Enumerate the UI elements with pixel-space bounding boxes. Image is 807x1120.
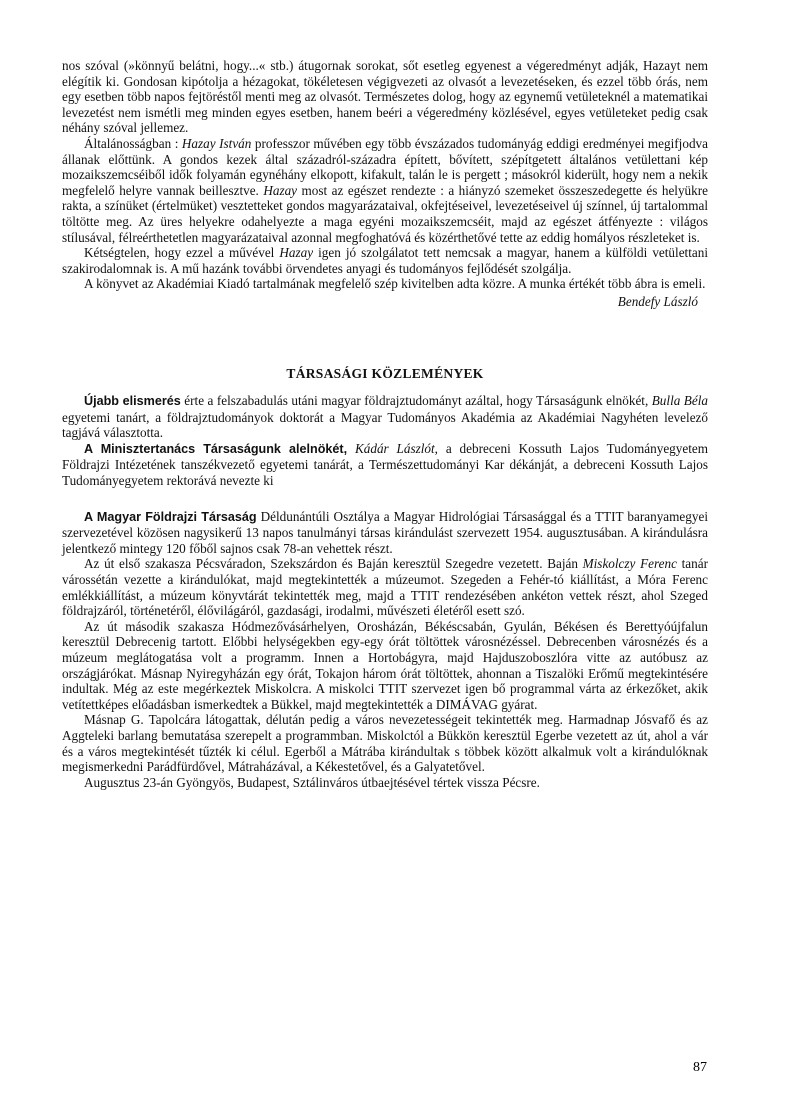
lead-text: A Minisztertanács Társaságunk alelnökét, [84, 441, 348, 456]
review-paragraph-1: nos szóval (»könnyű belátni, hogy...« stb.) átugornak sorokat, sőt esetleg egyenest a végeredményt adják, Hazayt nem elégítik ki. Gondosan kipótolja a hézagokat, tökéletesen végigvezeti az olvasót a levezetéseken, és ezzel több órás, nem egy esetben több napos fejtöréstől menti meg az olvasót. Természetes dolog, hogy az egynemű vetületeknél a matematikai levezetést nem ismétli meg minden egyes esetben, hanem beéri a végeredmény közlésével, egyes vetületeket pedig csak néhány szóval jellemez. [62, 58, 708, 136]
text: Kétségtelen, hogy ezzel a művével [84, 245, 280, 261]
text: Déldunántúli Osztálya a Magyar Hidrológiai Társasággal és a TTIT baranyamegyei szervezetével közösen nagysikerű 13 napos tanulmányi társas kirándulást szervezett 1954. augusztusában. A kirándulásra jelentkező mintegy 120 főből sajnos csak 78-an vehettek részt. [62, 508, 708, 556]
page-number: 87 [693, 1060, 707, 1075]
person-name: Hazay [263, 182, 298, 198]
person-name: Miskolczy Ferenc [582, 556, 677, 572]
text: most az egészet rendezte : a hiányzó szemeket összeszedegette és helyükre rakta, a színüket (értelmüket) vesztetteket gondos magyarázataival, okfejtéseivel, levezetéseivel új színnel, új tartalommal töltötte meg. Az üres helyekre odahelyezte a maga egyéni mozaikszemcséit, majd az egészet átfényezte : világos stílusával, félreérthetetlen magyarázataival azonnal megfoghatóvá és közérthetővé tette az eddig homályos részleteket is. [62, 182, 708, 245]
news-item-5: Az út második szakasza Hódmezővásárhelyen, Orosházán, Békéscsabán, Gyulán, Békésen és Berettyóújfalun keresztül Debrecenig tartott. Előbbi helységekben egy-egy órát töltöttek városnézéssel. Debrecenben városnézés és a múzeum meglátogatása volt a programm. Innen a Hortobágyra, majd Hajduszoboszlóra vitte az autóbusz az országjárókat. Másnap Nyiregyházán egy órát, Tokajon három órát töltöttek, ahonnan a Tiszalöki Erőmű megtekintésére indultak. Még az este megérkeztek Miskolcra. A miskolci TTIT szervezet igen bő programmal várta az érkezőket, akik vetítettképes előadásban ismerkedtek a Bükkel, majd megtekintették a DIMÁVAG gyárat. [62, 618, 708, 712]
text: tanár várossétán vezette a kirándulókat, majd megtekintették a múzeumot. Szegeden a Fehér-tó kiállítást, a Móra Ferenc emlékkiállítást, a múzeum könyvtárát tekintették meg, majd a TTIT rendezésében ankéton vettek részt, ahol Szeged földrajzáról, történetéről, élővilágáról, gazdasági, irodalmi, művészeti életéről esett szó. [62, 556, 708, 619]
news-item-7: Augusztus 23-án Gyöngyös, Budapest, Sztálinváros útbaejtésével tértek vissza Pécsre. [84, 774, 540, 790]
lead-text: A Magyar Földrajzi Társaság [84, 509, 257, 524]
spacer [62, 489, 708, 509]
news-item-4 [62, 556, 708, 618]
page-body [62, 58, 708, 790]
news-item-1 [62, 393, 708, 441]
review-paragraph-2 [62, 136, 708, 245]
text: professzor művében egy több évszázados tudományág eddigi eredményei megifjodva állanak előttünk. A gondos kezek által századról-századra épített, bővített, szépítgetett általános vetülettani kép mozaikszemcséiből idők folyamán egynéhány elkopott, kifakult, talán le is pergett ; másokról kiderült, hogy nem a nekik megfelelő helyre vannak beillesztve. [62, 135, 708, 198]
person-name: Kádár Lászlót [354, 440, 435, 456]
person-name: Hazay [279, 245, 314, 261]
news-item-3 [62, 509, 708, 557]
text: igen jó szolgálatot tett nemcsak a magyar, hanem a külföldi vetülettani szakirodalomnak is. A mű hazánk további örvendetes anyagi és tudományos fejlődését szolgálja. [62, 245, 708, 276]
text: , a debreceni Kossuth Lajos Tudományegyetem Földrajzi Intézetének tanszékvezető egyetemi tanárát, a Természettudományi Kar dékánját, a debreceni Kossuth Lajos Tudományegyetem rektorává nevezte ki [62, 440, 708, 489]
news-item-2 [62, 441, 708, 489]
signature: Bendefy László [617, 293, 698, 309]
text: Az út első szakasza Pécsváradon, Szekszárdon és Baján keresztül Szegedre vezetett. Baján [84, 556, 583, 572]
news-item-6: Másnap G. Tapolcára látogattak, délután pedig a város nevezetességeit tekintették meg. Harmadnap Jósvafő és az Aggteleki barlang bemutatása szerepelt a programmban. Miskolctól a Bükkön keresztül Egerbe vezetett az út, ahol a vár és a város megtekintését tűzték ki célul. Egerből a Mátrába kirándultak s többek között alkalmuk volt a kirándulóknak megismerkedni Parádfürdővel, Mátraházával, a Kékestetővel, és a Galyatetővel. [62, 712, 708, 775]
review-paragraph-3 [62, 245, 708, 276]
text: érte a felszabadulás utáni magyar földrajztudományt azáltal, hogy Társaságunk elnökét, [180, 393, 652, 409]
person-name: Bulla Béla [651, 393, 708, 409]
person-name: Hazay István [181, 135, 252, 151]
section-heading: TÁRSASÁGI KÖZLEMÉNYEK [286, 365, 484, 381]
review-paragraph-4: A könyvet az Akadémiai Kiadó tartalmának megfelelő szép kivitelben adta közre. A munka értékét több ábra is emeli. [84, 276, 706, 292]
text: egyetemi tanárt, a földrajztudományok doktorát a Magyar Tudományos Akadémia az Akadémiai Nagyhéten levelező tagjává választotta. [62, 409, 708, 441]
lead-text: Újabb elismerés [84, 394, 181, 409]
text: Általánosságban : [84, 135, 182, 151]
